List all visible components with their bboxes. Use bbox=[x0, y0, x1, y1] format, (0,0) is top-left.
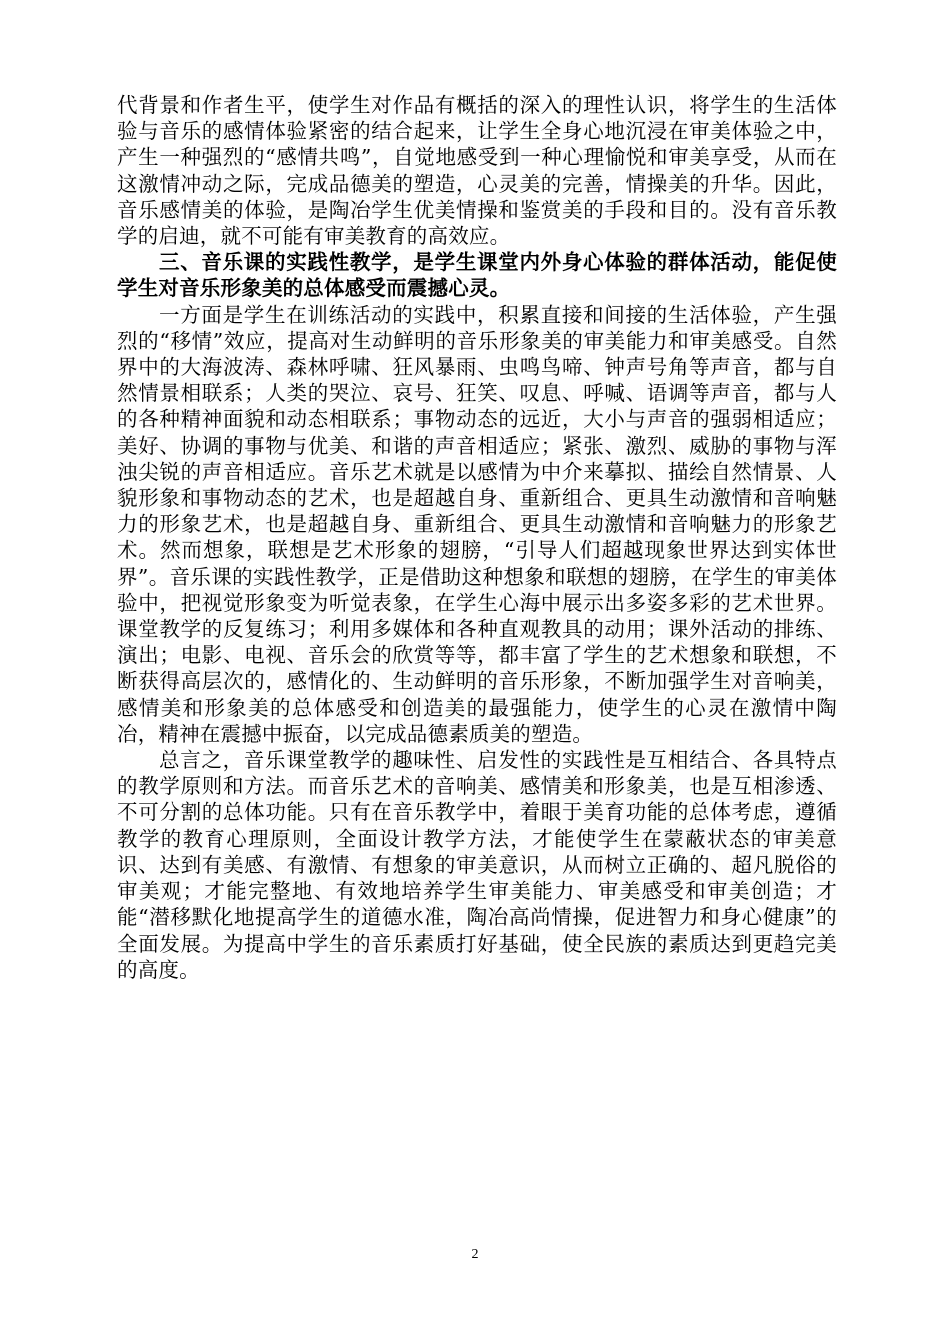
paragraph-practice-teaching: 一方面是学生在训练活动的实践中，积累直接和间接的生活体验，产生强烈的“移情”效应，提高对生动鲜明的音乐形象美的审美能力和审美感受。自然界中的大海波涛、森林呼啸、狂风暴雨、虫鸣鸟啼、钟声号角等声音，都与自然情景相联系；人类的哭泣、哀号、狂笑、叹息、呼喊、语调等声音，都与人的各种精神面貌和动态相联系；事物动态的远近，大小与声音的强弱相适应；美好、协调的事物与优美、和谐的声音相适应；紧张、激烈、威胁的事物与浑浊尖锐的声音相适应。音乐艺术就是以感情为中介来摹拟、描绘自然情景、人貌形象和事物动态的艺术，也是超越自身、重新组合、更具生动激情和音响魅力的形象艺术，也是超越自身、重新组合、更具生动激情和音响魅力的形象艺术。然而想象，联想是艺术形象的翅膀，“引导人们超越现象世界达到实体世界”。音乐课的实践性教学，正是借助这种想象和联想的翅膀，在学生的审美体验中，把视觉形象变为听觉表象，在学生心海中展示出多姿多彩的艺术世界。课堂教学的反复练习；利用多媒体和各种直观教具的动用；课外活动的排练、演出；电影、电视、音乐会的欣赏等等，都丰富了学生的艺术想象和联想，不断获得高层次的，感情化的、生动鲜明的音乐形象，不断加强学生对音响美，感情美和形象美的总体感受和创造美的最强能力，使学生的心灵在激情中陶冶，精神在震撼中振奋，以完成品德素质美的塑造。 bbox=[117, 302, 837, 746]
section-heading-three: 三、音乐课的实践性教学，是学生课堂内外身心体验的群体活动，能促使学生对音乐形象美的总体感受而震撼心灵。 bbox=[117, 250, 837, 301]
paragraph-continuation: 代背景和作者生平，使学生对作品有概括的深入的理性认识，将学生的生活体验与音乐的感情体验紧密的结合起来，让学生全身心地沉浸在审美体验之中，产生一种强烈的“感情共鸣”，自觉地感受到一种心理愉悦和审美享受，从而在这激情冲动之际，完成品德美的塑造，心灵美的完善，情操美的升华。因此，音乐感情美的体验，是陶冶学生优美情操和鉴赏美的手段和目的。没有音乐教学的启迪，就不可能有审美教育的高效应。 bbox=[117, 93, 837, 249]
paragraph-conclusion: 总言之，音乐课堂教学的趣味性、启发性的实践性是互相结合、各具特点的教学原则和方法。而音乐艺术的音响美、感情美和形象美，也是互相渗透、不可分割的总体功能。只有在音乐教学中，着眼于美育功能的总体考虑，遵循教学的教育心理原则，全面设计教学方法，才能使学生在蒙蔽状态的审美意识、达到有美感、有激情、有想象的审美意识，从而树立正确的、超凡脱俗的审美观；才能完整地、有效地培养学生审美能力、审美感受和审美创造；才能“潜移默化地提高学生的道德水准，陶冶高尚情操，促进智力和身心健康”的全面发展。为提高中学生的音乐素质打好基础，使全民族的素质达到更趋完美的高度。 bbox=[117, 748, 837, 982]
document-body bbox=[117, 92, 837, 983]
page-number: 2 bbox=[471, 1247, 479, 1262]
